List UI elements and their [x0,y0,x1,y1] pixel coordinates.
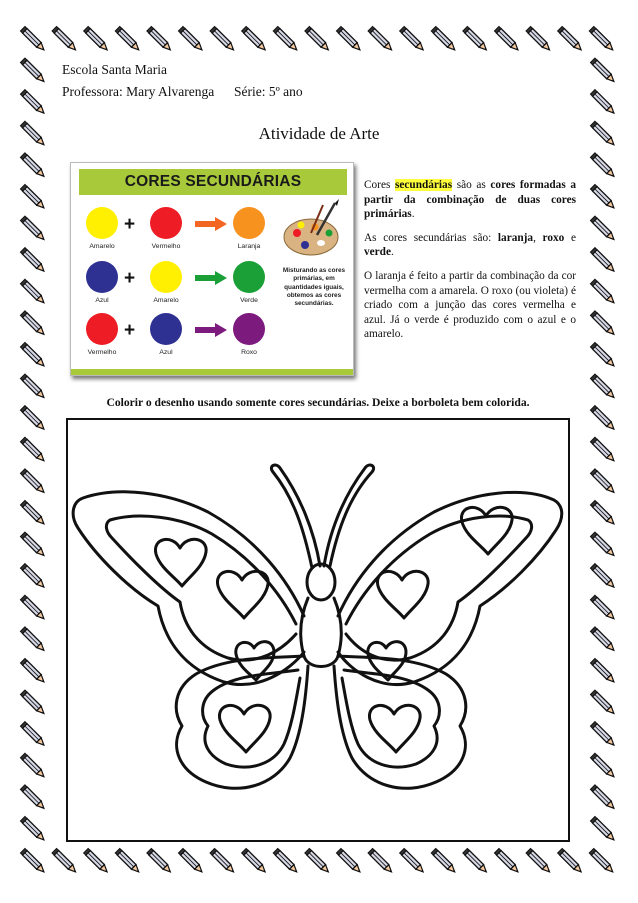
pencil-icon [20,848,46,874]
pencil-icon [590,469,616,495]
pencil-icon [210,848,236,874]
pencil-icon [590,153,616,179]
arrow-right-icon [195,217,227,231]
pencil-icon [20,406,46,432]
color-name-bold: verde [364,246,391,259]
pencil-icon [20,216,46,242]
pencil-icon [589,848,615,874]
pencil-icon [20,753,46,779]
pencil-icon [589,26,615,52]
infographic-banner [79,169,347,195]
pencil-icon [463,848,489,874]
pencil-icon [20,469,46,495]
pencil-icon [210,26,236,52]
text-run: . [411,208,415,221]
pencil-icon [20,437,46,463]
text-run: . [390,246,394,259]
color-label: Azul [95,297,109,304]
pencil-icon [20,342,46,368]
pencil-icon [20,722,46,748]
paragraph-list [364,231,576,260]
pencil-icon [147,26,173,52]
pencil-icon [494,26,520,52]
pencil-icon [20,564,46,590]
pencil-icon [590,753,616,779]
pencil-icon [431,26,457,52]
color-label: Amarelo [153,297,179,304]
school-name: Escola Santa Maria [62,62,167,77]
color-dot-red [86,313,118,345]
infographic-title: CORES SECUNDÁRIAS [124,173,302,190]
highlighted-term: secundárias [394,179,453,191]
color-dot-yellow [150,261,182,293]
pencil-icon [178,848,204,874]
pencil-icon [431,848,457,874]
pencil-icon [590,437,616,463]
pencil-icon [20,690,46,716]
text-run: Cores [364,179,395,191]
pencil-icon [463,26,489,52]
color-dot-blue [150,313,182,345]
pencil-icon [115,848,141,874]
coloring-area[interactable] [66,418,570,842]
pencil-icon [590,532,616,558]
pencil-icon [20,595,46,621]
pencil-icon [590,627,616,653]
pencil-icon [20,627,46,653]
pencil-icon [336,26,362,52]
pencil-icon [20,248,46,274]
infographic-footer-bar [71,369,353,375]
pencil-icon [590,690,616,716]
pencil-icon [590,658,616,684]
bold-definition: cores formadas a partir da combinação de duas cores primárias [364,179,576,221]
text-run: As cores secundárias são: [364,231,498,244]
pencil-icon [590,564,616,590]
pencil-icon [20,184,46,210]
pencil-icon [590,406,616,432]
pencil-icon [590,500,616,526]
arrow-right-icon [195,271,227,285]
pencil-icon [147,848,173,874]
color-dot-green [233,261,265,293]
activity-instruction [0,396,638,409]
text-run: , [533,231,543,244]
pencil-icon [305,26,331,52]
pencil-icon [400,26,426,52]
pencil-icon [590,785,616,811]
pencil-icon [84,26,110,52]
pencil-icon [590,248,616,274]
pencil-icon [20,26,46,52]
pencil-icon [242,26,268,52]
pencil-icon [400,848,426,874]
pencil-icon [20,816,46,842]
butterfly-icon[interactable] [68,420,568,840]
color-name-bold: laranja [497,231,534,244]
pencil-icon [494,848,520,874]
pencil-icon [526,26,552,52]
plus-sign: + [124,320,136,341]
pencil-icon [20,279,46,305]
pencil-icon [526,848,552,874]
explanation-text [364,178,576,351]
pencil-icon [590,58,616,84]
infographic-note: Misturando as cores primárias, em quantidades iguais, obtemos as cores secundárias. [282,267,346,308]
grade-label: Série: 5º ano [234,84,303,99]
text-run: e [564,231,576,244]
pencil-icon [20,153,46,179]
pencil-icon [336,848,362,874]
pencil-icon [590,90,616,116]
color-label: Vermelho [87,349,117,356]
paragraph-definition [364,178,576,222]
pencil-icon [242,848,268,874]
pencil-icon [368,26,394,52]
pencil-icon [115,26,141,52]
pencil-icon [20,58,46,84]
plus-sign: + [124,268,136,289]
paragraph-mixing: O laranja é feito a partir da combinação da cor vermelha com a amarela. O roxo (ou violeta) é criado com a junção das cores vermelha e azul. Já o verde é produzido com o azul e o amarelo. [364,269,576,341]
page-title-text: Atividade de Arte [258,124,380,143]
pencil-icon [273,26,299,52]
color-label: Vermelho [151,243,181,250]
pencil-icon [590,595,616,621]
pencil-icon [558,848,584,874]
pencil-icon [590,216,616,242]
pencil-icon [178,26,204,52]
color-name-bold: roxo [542,231,565,244]
arrow-right-icon [195,323,227,337]
color-label: Amarelo [89,243,115,250]
paint-palette-icon [281,199,345,259]
pencil-icon [20,785,46,811]
color-dot-purple [233,313,265,345]
color-dot-orange [233,207,265,239]
secondary-colors-infographic [70,162,354,376]
pencil-icon [590,722,616,748]
pencil-icon [590,342,616,368]
teacher-name: Professora: Mary Alvarenga [62,84,215,99]
pencil-icon [368,848,394,874]
color-dot-blue [86,261,118,293]
pencil-icon [305,848,331,874]
pencil-icon [590,279,616,305]
pencil-icon [273,848,299,874]
instruction-text: Colorir o desenho usando somente cores secundárias. Deixe a borboleta bem colorida. [106,396,530,409]
color-dot-yellow [86,207,118,239]
pencil-icon [590,311,616,337]
pencil-icon [20,311,46,337]
color-label: Verde [240,297,258,304]
color-label: Laranja [237,243,261,250]
pencil-icon [52,848,78,874]
pencil-icon [20,500,46,526]
plus-sign: + [124,214,136,235]
color-dot-red [150,207,182,239]
page-title [0,124,638,144]
pencil-icon [20,532,46,558]
color-label: Azul [159,349,173,356]
pencil-icon [20,658,46,684]
pencil-icon [52,26,78,52]
pencil-icon [20,90,46,116]
text-run: são as [452,179,491,191]
pencil-icon [590,184,616,210]
pencil-icon [84,848,110,874]
pencil-icon [558,26,584,52]
color-label: Roxo [241,349,257,356]
pencil-icon [590,816,616,842]
